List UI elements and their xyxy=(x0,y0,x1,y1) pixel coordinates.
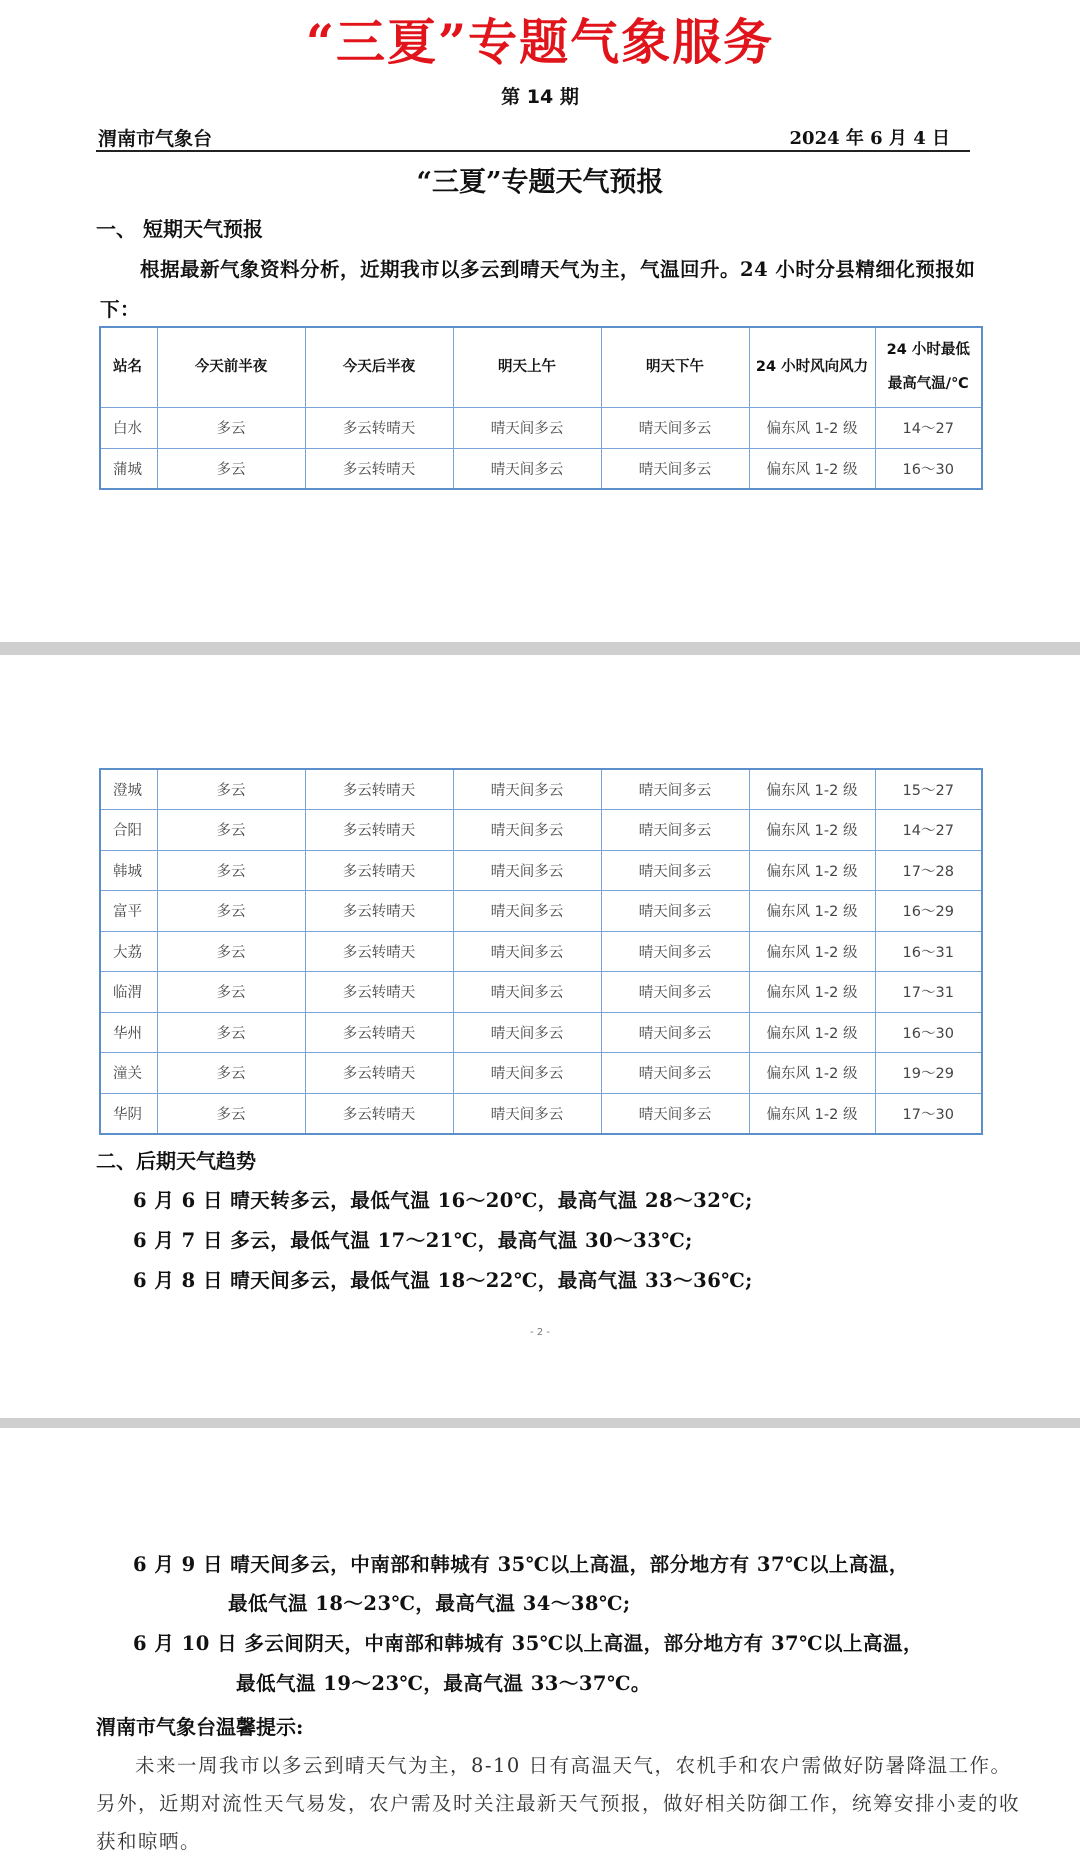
page-separator xyxy=(0,1418,1080,1428)
trend-jun10-temps: 最低气温 19～23℃，最高气温 33～37℃。 xyxy=(236,1672,651,1695)
trend-jun10: 6 月 10 日 多云间阴天，中南部和韩城有 35℃以上高温，部分地方有 37℃以上高温， xyxy=(133,1632,923,1655)
cell-wind: 偏东风 1-2 级 xyxy=(749,810,875,851)
table-row xyxy=(100,407,982,448)
cell-tonight-second-half: 多云转晴天 xyxy=(305,1053,453,1094)
cell-tomorrow-morning: 晴天间多云 xyxy=(453,891,601,932)
header-tomorrow-morning: 明天上午 xyxy=(453,327,601,407)
cell-tomorrow-morning: 晴天间多云 xyxy=(453,810,601,851)
cell-station: 华阴 xyxy=(100,1093,157,1134)
document-title: “三夏”专题气象服务 xyxy=(305,13,775,71)
cell-temperature-range: 16～29 xyxy=(875,891,982,932)
tips-line-1: 未来一周我市以多云到晴天气为主，8-10 日有高温天气，农机手和农户需做好防暑降温工作。 xyxy=(135,1754,1012,1777)
table-row xyxy=(100,1053,982,1094)
cell-tomorrow-afternoon: 晴天间多云 xyxy=(601,931,749,972)
table-header-row xyxy=(100,327,982,407)
header-station: 站名 xyxy=(100,327,157,407)
cell-tonight-first-half: 多云 xyxy=(157,769,305,810)
trend-jun9: 6 月 9 日 晴天间多云，中南部和韩城有 35℃以上高温，部分地方有 37℃以上高温， xyxy=(133,1553,909,1576)
cell-tomorrow-morning: 晴天间多云 xyxy=(453,1093,601,1134)
cell-wind: 偏东风 1-2 级 xyxy=(749,769,875,810)
table-row xyxy=(100,931,982,972)
cell-station: 潼关 xyxy=(100,1053,157,1094)
cell-tonight-first-half: 多云 xyxy=(157,850,305,891)
cell-temperature-range: 15～27 xyxy=(875,769,982,810)
cell-tonight-first-half: 多云 xyxy=(157,448,305,489)
cell-tonight-second-half: 多云转晴天 xyxy=(305,769,453,810)
cell-station: 合阳 xyxy=(100,810,157,851)
cell-tomorrow-afternoon: 晴天间多云 xyxy=(601,769,749,810)
cell-wind: 偏东风 1-2 级 xyxy=(749,448,875,489)
cell-station: 大荔 xyxy=(100,931,157,972)
cell-tonight-first-half: 多云 xyxy=(157,1093,305,1134)
cell-tomorrow-morning: 晴天间多云 xyxy=(453,448,601,489)
cell-wind: 偏东风 1-2 级 xyxy=(749,972,875,1013)
cell-temperature-range: 17～31 xyxy=(875,972,982,1013)
cell-temperature-range: 17～28 xyxy=(875,850,982,891)
table-row xyxy=(100,1012,982,1053)
cell-tomorrow-afternoon: 晴天间多云 xyxy=(601,850,749,891)
cell-station: 华州 xyxy=(100,1012,157,1053)
cell-station: 澄城 xyxy=(100,769,157,810)
section-1-heading: 一、 短期天气预报 xyxy=(96,217,263,241)
cell-station: 白水 xyxy=(100,407,157,448)
cell-wind: 偏东风 1-2 级 xyxy=(749,1012,875,1053)
section-1-intro: 根据最新气象资料分析，近期我市以多云到晴天气为主，气温回升。24 小时分县精细化预报如 xyxy=(140,258,976,281)
cell-temperature-range: 14～27 xyxy=(875,407,982,448)
table-row xyxy=(100,810,982,851)
cell-tomorrow-morning: 晴天间多云 xyxy=(453,407,601,448)
page-number: - 2 - xyxy=(530,1327,550,1338)
cell-tomorrow-afternoon: 晴天间多云 xyxy=(601,1053,749,1094)
section-2-heading: 二、后期天气趋势 xyxy=(96,1149,256,1173)
forecast-title: “三夏”专题天气预报 xyxy=(416,167,664,198)
cell-tonight-second-half: 多云转晴天 xyxy=(305,1093,453,1134)
cell-tomorrow-morning: 晴天间多云 xyxy=(453,1012,601,1053)
tips-line-2: 另外，近期对流性天气易发，农户需及时关注最新天气预报，做好相关防御工作，统筹安排小麦的收 xyxy=(96,1792,1021,1815)
forecast-table-part-1 xyxy=(99,326,983,490)
issue-date: 2024 年 6 月 4 日 xyxy=(789,128,950,149)
cell-wind: 偏东风 1-2 级 xyxy=(749,1093,875,1134)
cell-tonight-second-half: 多云转晴天 xyxy=(305,810,453,851)
header-temperature-line2: 最高气温/℃ xyxy=(887,376,969,393)
cell-tomorrow-morning: 晴天间多云 xyxy=(453,1053,601,1094)
agency-name: 渭南市气象台 xyxy=(98,128,213,150)
document-page-3 xyxy=(0,1428,1080,1874)
header-tonight-first-half: 今天前半夜 xyxy=(157,327,305,407)
header-temperature-line1: 24 小时最低 xyxy=(886,342,970,359)
cell-temperature-range: 19～29 xyxy=(875,1053,982,1094)
cell-tomorrow-afternoon: 晴天间多云 xyxy=(601,448,749,489)
table-row xyxy=(100,850,982,891)
trend-jun7: 6 月 7 日 多云，最低气温 17～21℃，最高气温 30～33℃; xyxy=(133,1229,693,1252)
cell-temperature-range: 16～30 xyxy=(875,1012,982,1053)
cell-tonight-first-half: 多云 xyxy=(157,891,305,932)
cell-tonight-first-half: 多云 xyxy=(157,407,305,448)
header-wind: 24 小时风向风力 xyxy=(749,327,875,407)
issue-number: 第 14 期 xyxy=(501,86,579,108)
table-row xyxy=(100,769,982,810)
header-temperature xyxy=(875,327,982,407)
header-tonight-second-half: 今天后半夜 xyxy=(305,327,453,407)
cell-temperature-range: 17～30 xyxy=(875,1093,982,1134)
cell-tonight-second-half: 多云转晴天 xyxy=(305,448,453,489)
forecast-table-part-2 xyxy=(99,768,983,1135)
cell-temperature-range: 16～30 xyxy=(875,448,982,489)
cell-wind: 偏东风 1-2 级 xyxy=(749,850,875,891)
cell-tomorrow-afternoon: 晴天间多云 xyxy=(601,810,749,851)
section-1-intro-cont: 下： xyxy=(100,298,141,321)
cell-station: 临渭 xyxy=(100,972,157,1013)
cell-tonight-second-half: 多云转晴天 xyxy=(305,850,453,891)
tips-heading: 渭南市气象台温馨提示: xyxy=(96,1715,304,1739)
cell-tonight-first-half: 多云 xyxy=(157,810,305,851)
cell-wind: 偏东风 1-2 级 xyxy=(749,1053,875,1094)
header-tomorrow-afternoon: 明天下午 xyxy=(601,327,749,407)
cell-tomorrow-afternoon: 晴天间多云 xyxy=(601,1093,749,1134)
table-row xyxy=(100,1093,982,1134)
cell-tonight-second-half: 多云转晴天 xyxy=(305,891,453,932)
cell-wind: 偏东风 1-2 级 xyxy=(749,891,875,932)
cell-tonight-second-half: 多云转晴天 xyxy=(305,972,453,1013)
cell-temperature-range: 16～31 xyxy=(875,931,982,972)
table-row xyxy=(100,972,982,1013)
cell-tonight-first-half: 多云 xyxy=(157,1012,305,1053)
tips-line-3: 获和晾晒。 xyxy=(96,1830,202,1853)
cell-wind: 偏东风 1-2 级 xyxy=(749,407,875,448)
cell-tomorrow-morning: 晴天间多云 xyxy=(453,931,601,972)
page-separator xyxy=(0,642,1080,655)
trend-jun8: 6 月 8 日 晴天间多云，最低气温 18～22℃，最高气温 33～36℃; xyxy=(133,1269,753,1292)
cell-tomorrow-afternoon: 晴天间多云 xyxy=(601,972,749,1013)
table-row xyxy=(100,891,982,932)
cell-tomorrow-afternoon: 晴天间多云 xyxy=(601,891,749,932)
cell-station: 韩城 xyxy=(100,850,157,891)
trend-jun6: 6 月 6 日 晴天转多云，最低气温 16～20℃，最高气温 28～32℃; xyxy=(133,1189,753,1212)
cell-tonight-second-half: 多云转晴天 xyxy=(305,407,453,448)
cell-tomorrow-morning: 晴天间多云 xyxy=(453,850,601,891)
cell-tomorrow-morning: 晴天间多云 xyxy=(453,972,601,1013)
cell-temperature-range: 14～27 xyxy=(875,810,982,851)
header-rule xyxy=(96,150,970,152)
trend-jun9-temps: 最低气温 18～23℃，最高气温 34～38℃; xyxy=(228,1592,631,1615)
cell-tonight-first-half: 多云 xyxy=(157,1053,305,1094)
cell-station: 富平 xyxy=(100,891,157,932)
cell-tomorrow-afternoon: 晴天间多云 xyxy=(601,1012,749,1053)
cell-tonight-first-half: 多云 xyxy=(157,972,305,1013)
cell-tonight-second-half: 多云转晴天 xyxy=(305,931,453,972)
document-page-2 xyxy=(0,655,1080,1418)
cell-tomorrow-morning: 晴天间多云 xyxy=(453,769,601,810)
cell-tonight-second-half: 多云转晴天 xyxy=(305,1012,453,1053)
document-page-1 xyxy=(0,0,1080,642)
cell-tonight-first-half: 多云 xyxy=(157,931,305,972)
cell-tomorrow-afternoon: 晴天间多云 xyxy=(601,407,749,448)
table-row xyxy=(100,448,982,489)
cell-station: 蒲城 xyxy=(100,448,157,489)
cell-wind: 偏东风 1-2 级 xyxy=(749,931,875,972)
